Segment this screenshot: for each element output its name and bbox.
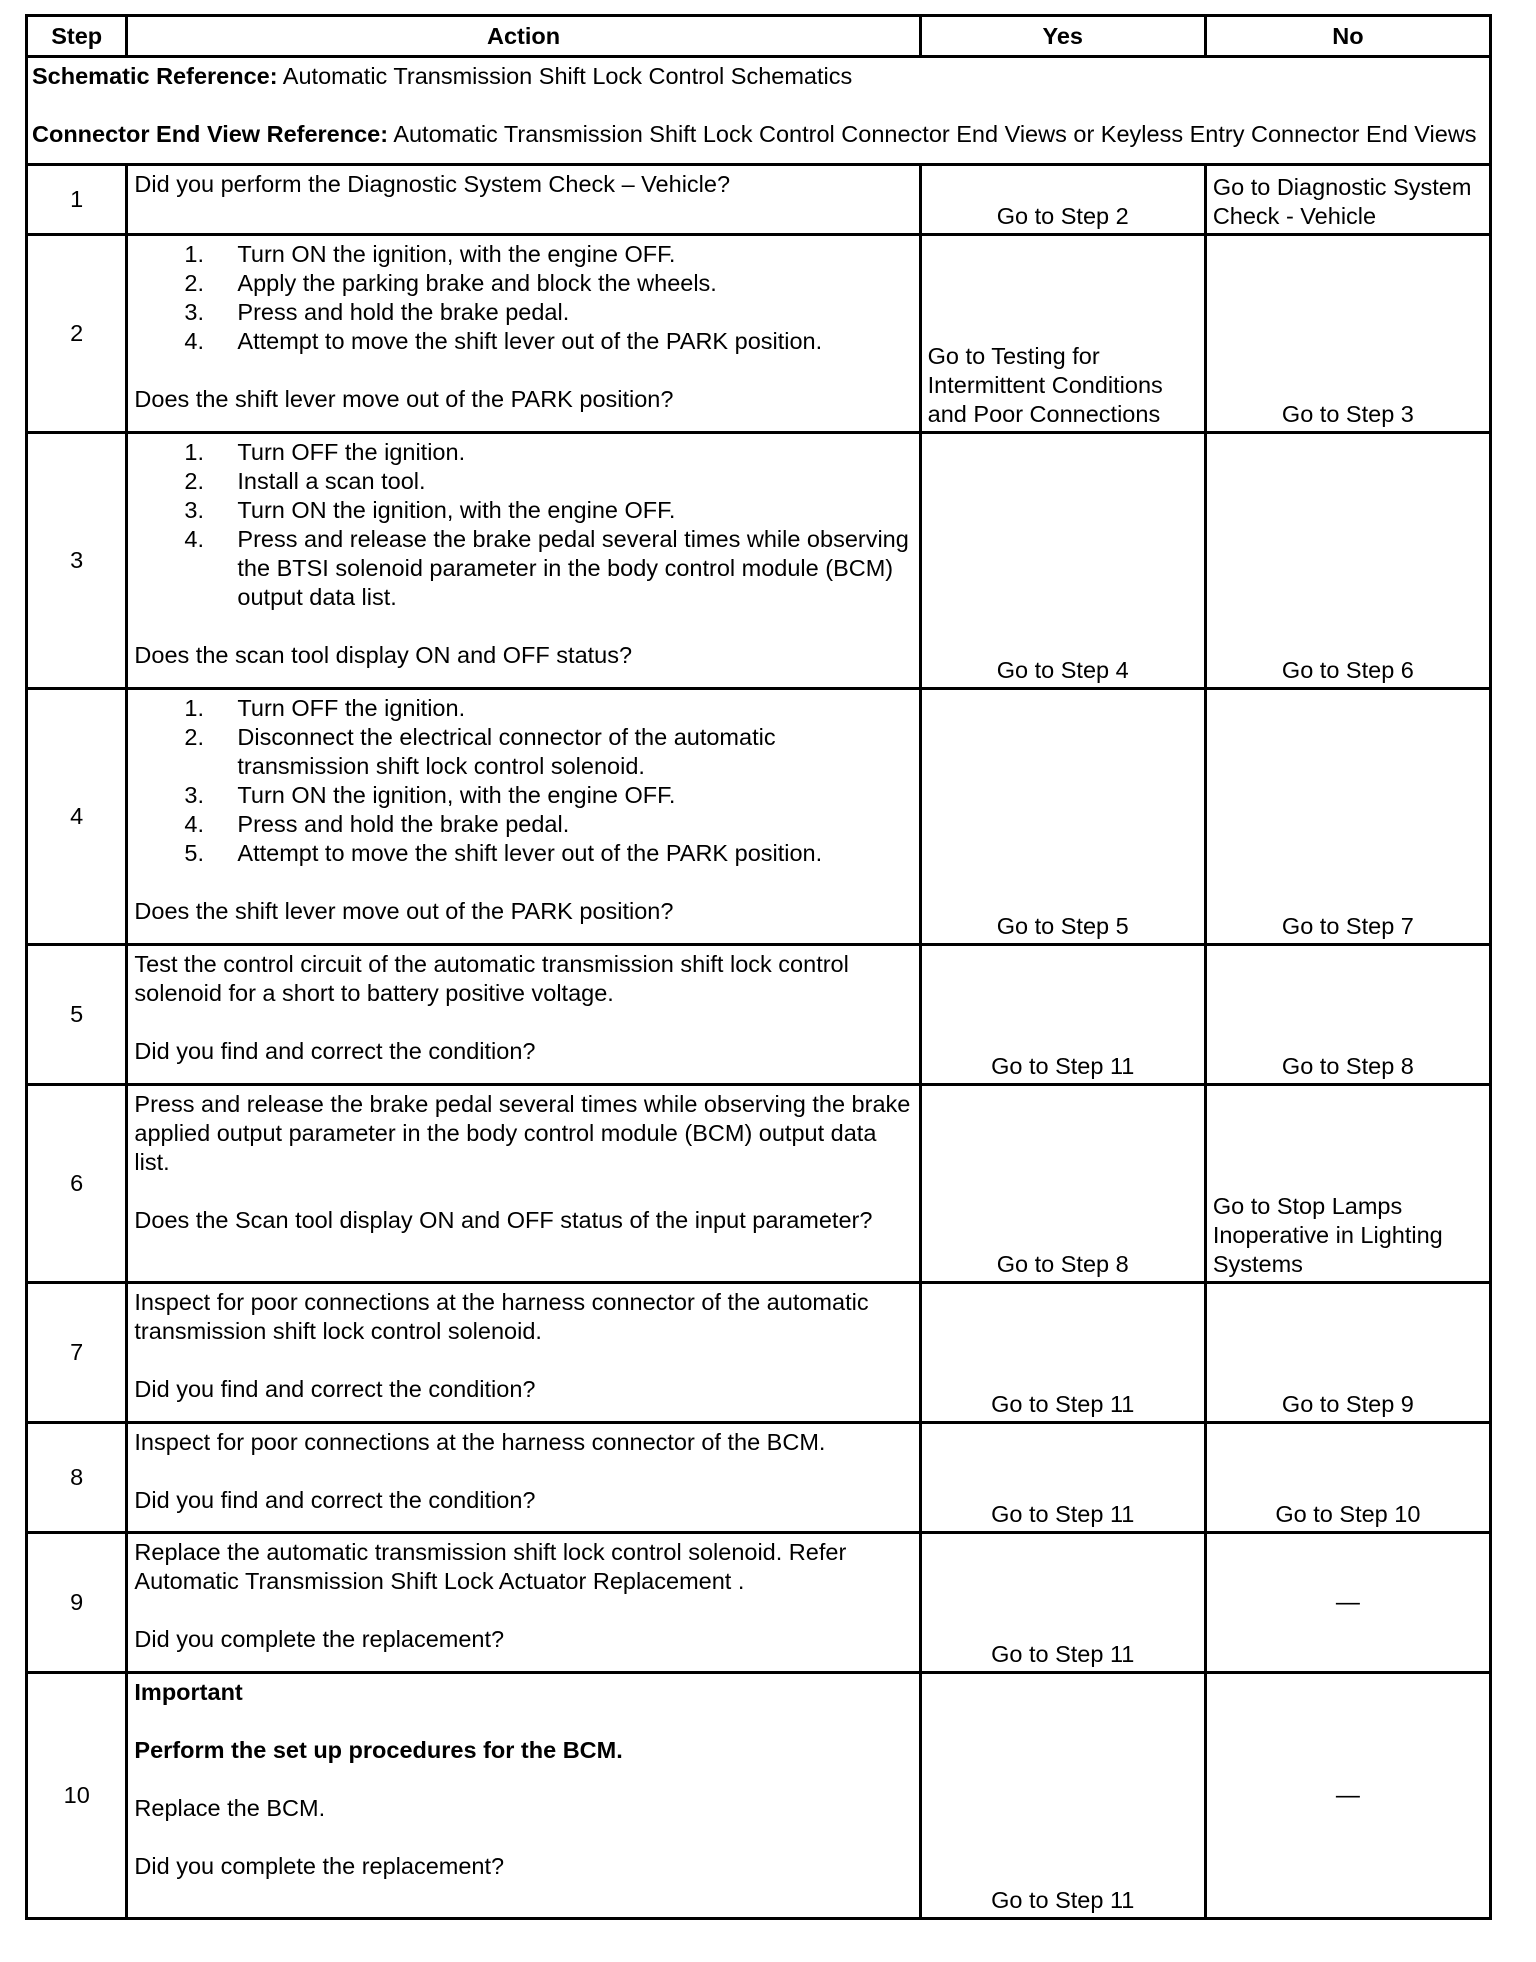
list-item: 3. Turn ON the ignition, with the engine OFF. — [184, 497, 676, 523]
step-number: 3 — [27, 433, 127, 689]
list-item: 1. Turn OFF the ignition. — [184, 695, 466, 721]
action-cell — [127, 1673, 920, 1919]
list-item: 4. Press and hold the brake pedal. — [184, 811, 570, 837]
action-text: Test the control circuit of the automatic transmission shift lock control solenoid for a short to battery positive voltage. — [134, 951, 849, 1006]
action-cell — [127, 433, 920, 689]
action-cell — [127, 1283, 920, 1423]
no-cell: Go to Step 6 — [1205, 433, 1490, 689]
list-item: 1. Turn OFF the ignition. — [184, 439, 466, 465]
list-item: 3. Turn ON the ignition, with the engine OFF. — [184, 782, 676, 808]
yes-cell: Go to Step 11 — [920, 1533, 1205, 1673]
table-row — [27, 165, 1491, 235]
table-row — [27, 1085, 1491, 1283]
action-text: Inspect for poor connections at the harness connector of the BCM. — [134, 1429, 826, 1455]
action-text: Press and release the brake pedal several times while observing the brake applied output parameter in the body control module (BCM) output data list. — [134, 1091, 911, 1175]
action-cell — [127, 1423, 920, 1533]
header-step: Step — [27, 16, 127, 57]
action-question: Did you perform the Diagnostic System Check – Vehicle? — [134, 171, 731, 197]
table-row — [27, 1673, 1491, 1919]
step-number: 4 — [27, 689, 127, 945]
action-question: Does the shift lever move out of the PARK position? — [134, 898, 674, 924]
list-item: 4. Attempt to move the shift lever out of the PARK position. — [184, 328, 823, 354]
list-item: 2. Apply the parking brake and block the wheels. — [184, 270, 717, 296]
yes-cell: Go to Step 8 — [920, 1085, 1205, 1283]
schematic-reference: Schematic Reference: Automatic Transmission Shift Lock Control Schematics — [32, 63, 853, 89]
no-cell: Go to Step 9 — [1205, 1283, 1490, 1423]
action-text: Inspect for poor connections at the harness connector of the automatic transmission shift lock control solenoid. — [134, 1289, 869, 1344]
header-row — [27, 16, 1491, 57]
action-question: Does the shift lever move out of the PARK position? — [134, 386, 674, 412]
no-cell: — — [1205, 1673, 1490, 1919]
diagnostic-table — [25, 14, 1492, 1920]
yes-cell: Go to Step 11 — [920, 1673, 1205, 1919]
header-yes: Yes — [920, 16, 1205, 57]
action-question: Did you complete the replacement? — [134, 1853, 505, 1879]
action-steps — [134, 438, 912, 612]
table-row — [27, 1423, 1491, 1533]
action-question: Did you find and correct the condition? — [134, 1376, 536, 1402]
yes-cell: Go to Step 11 — [920, 945, 1205, 1085]
action-cell — [127, 165, 920, 235]
step-number: 6 — [27, 1085, 127, 1283]
yes-cell: Go to Step 11 — [920, 1423, 1205, 1533]
table-row — [27, 1533, 1491, 1673]
list-item: 2. Install a scan tool. — [184, 468, 426, 494]
table-row — [27, 235, 1491, 433]
action-question: Does the scan tool display ON and OFF status? — [134, 642, 633, 668]
important-label: Important — [134, 1679, 243, 1705]
step-number: 9 — [27, 1533, 127, 1673]
step-number: 1 — [27, 165, 127, 235]
no-cell: Go to Step 3 — [1205, 235, 1490, 433]
step-number: 10 — [27, 1673, 127, 1919]
list-item: 5. Attempt to move the shift lever out of the PARK position. — [184, 840, 823, 866]
action-question: Did you complete the replacement? — [134, 1626, 505, 1652]
action-question: Did you find and correct the condition? — [134, 1487, 536, 1513]
list-item: 4. Press and release the brake pedal several times while observing the BTSI solenoid parameter in the body control module (BCM) output data list. — [184, 526, 909, 610]
yes-cell: Go to Step 11 — [920, 1283, 1205, 1423]
table-row — [27, 433, 1491, 689]
step-number: 5 — [27, 945, 127, 1085]
table-row — [27, 689, 1491, 945]
connector-reference: Connector End View Reference: Automatic Transmission Shift Lock Control Connector End Views or Keyless Entry Connector End Views — [32, 121, 1477, 147]
important-text: Perform the set up procedures for the BCM. — [134, 1737, 623, 1763]
header-action: Action — [127, 16, 920, 57]
no-cell: Go to Diagnostic System Check - Vehicle — [1205, 165, 1490, 235]
action-text: Replace the BCM. — [134, 1795, 326, 1821]
diagnostic-table-container — [25, 14, 1492, 1920]
no-cell: Go to Step 7 — [1205, 689, 1490, 945]
yes-cell: Go to Testing for Intermittent Conditions and Poor Connections — [920, 235, 1205, 433]
step-number: 7 — [27, 1283, 127, 1423]
action-cell — [127, 1085, 920, 1283]
yes-cell: Go to Step 4 — [920, 433, 1205, 689]
list-item: 1. Turn ON the ignition, with the engine OFF. — [184, 241, 676, 267]
header-no: No — [1205, 16, 1490, 57]
yes-cell: Go to Step 5 — [920, 689, 1205, 945]
action-cell — [127, 1533, 920, 1673]
reference-cell — [27, 57, 1491, 165]
no-cell: Go to Step 10 — [1205, 1423, 1490, 1533]
action-question: Does the Scan tool display ON and OFF status of the input parameter? — [134, 1207, 873, 1233]
reference-row — [27, 57, 1491, 165]
table-row — [27, 945, 1491, 1085]
list-item: 3. Press and hold the brake pedal. — [184, 299, 570, 325]
step-number: 2 — [27, 235, 127, 433]
no-cell: Go to Stop Lamps Inoperative in Lighting Systems — [1205, 1085, 1490, 1283]
action-question: Did you find and correct the condition? — [134, 1038, 536, 1064]
action-steps — [134, 240, 912, 356]
action-cell — [127, 235, 920, 433]
action-cell — [127, 689, 920, 945]
action-text: Replace the automatic transmission shift lock control solenoid. Refer Automatic Transmission Shift Lock Actuator Replacement . — [134, 1539, 847, 1594]
table-row — [27, 1283, 1491, 1423]
step-number: 8 — [27, 1423, 127, 1533]
yes-cell: Go to Step 2 — [920, 165, 1205, 235]
no-cell: Go to Step 8 — [1205, 945, 1490, 1085]
no-cell: — — [1205, 1533, 1490, 1673]
action-steps — [134, 694, 912, 868]
list-item: 2. Disconnect the electrical connector of the automatic transmission shift lock control solenoid. — [184, 724, 776, 779]
action-cell — [127, 945, 920, 1085]
